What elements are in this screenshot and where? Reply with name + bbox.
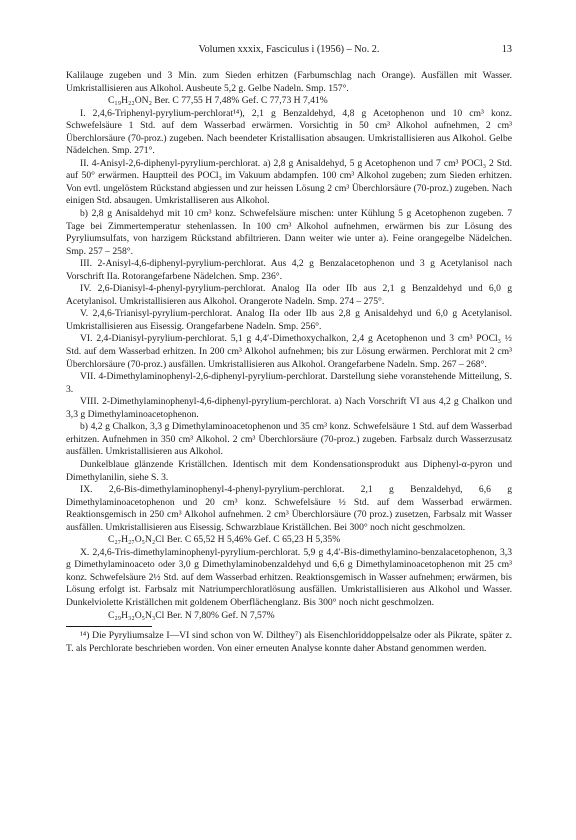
paragraph-compound-v: V. 2,4,6-Trianisyl-pyrylium-perchlorat. Analog IIa oder IIb aus 2,8 g Anisaldehyd und 6,0 g Acetylanisol. Umkristallisieren aus Eisessig. Orangefarbene Nadeln. Smp. 256°. [66,308,512,332]
paragraph-compound-ii-b: b) 2,8 g Anisaldehyd mit 10 cm³ konz. Schwefelsäure mischen: unter Kühlung 5 g Acetophenon zugeben. 7 Tage bei Zimmertemperatur stehenlassen. In 100 cm³ Alkohol aufnehmen, erwärmen bis zur Lösung des Pyryliumsulfats, von harzigem Rückstand abfiltrieren. Dann weiter wie unter a). Feine orangegelbe Nädelchen. Smp. 257 – 258°. [66,208,512,257]
footnote-divider [66,626,152,627]
analysis-formula-3: C₂₉H₃₂O₅N₃Cl Ber. N 7,80% Gef. N 7,57% [108,609,275,621]
journal-citation: Volumen xxxix, Fasciculus i (1956) – No. 2. [198,44,380,55]
footnote-14: ¹⁴) Die Pyryliumsalze I—VI sind schon von W. Dilthey⁷) als Eisenchloriddoppelsalze oder als Pikrate, später z. T. als Perchlorate beschrieben worden. Von einer erneuten Analyse konnte daher Abstand genommen werden. [66,630,512,654]
analysis-formula-2: C₂₇H₂₇O₅N₂Cl Ber. C 65,52 H 5,46% Gef. C 65,23 H 5,35% [108,534,341,546]
paragraph-compound-iii: III. 2-Anisyl-4,6-diphenyl-pyrylium-perchlorat. Aus 4,2 g Benzalacetophenon und 3 g Acetylanisol nach Vorschrift IIa. Rotorangefarbene Nädelchen. Smp. 236°. [66,258,512,282]
paragraph-compound-vi: VI. 2,4-Dianisyl-pyrylium-perchlorat. 5,1 g 4,4′-Dimethoxychalkon, 2,4 g Acetophenon und 3 cm³ POCl₃ ½ Std. auf dem Wasserbad erhitzen. In 200 cm³ Alkohol aufnehmen; bis zur Lösung erwärmen. Perchlorat mit 2 cm³ Überchlorsäure (70-proz.) ausfällen. Umkristallisieren aus Alkohol. Orangefarbene Nadeln. Smp. 267 – 268°. [66,333,512,370]
paragraph-compound-x: X. 2,4,6-Tris-dimethylaminophenyl-pyrylium-perchlorat. 5,9 g 4,4′-Bis-dimethylamino-benzalacetophenon, 3,3 g Dimethylaminoaceto oder 3,0 g Dimethylaminobenzaldehyd und 6,6 g Dimethylaminoacetophenon mit 25 cm³ konz. Schwefelsäure 2½ Std. auf dem Wasserbad erhitzen. Reaktionsgemisch in Wasser aufnehmen; erwärmen, bis Lösung erfolgt ist. Farbsalz mit Natriumperchloratlösung ausfällen. Umkristallisieren aus Alkohol und Wasser. Dunkelviolette Kriställchen mit goldenem Oberflächenglanz. Bis 300° noch nicht geschmolzen. [66,546,512,608]
running-header [66,44,512,58]
paragraph-compound-vii: VII. 4-Dimethylaminophenyl-2,6-diphenyl-pyrylium-perchlorat. Darstellung siehe voranstehende Mitteilung, S. 3. [66,371,512,395]
paragraph-compound-ix: IX. 2,6-Bis-dimethylaminophenyl-4-phenyl-pyrylium-perchlorat. 2,1 g Benzaldehyd, 6,6 g Dimethylaminoacetophenon und 20 cm³ konz. Schwefelsäure ½ Std. auf dem Wasserbad erwärmen. Reaktionsgemisch in 250 cm³ Alkohol aufnehmen. 2 cm³ Überchlorsäure (70 proz.) zusetzen, Farbsalz mit Wasser ausfällen. Umkristallisieren aus Eisessig. Schwarzblaue Kriställchen. Bei 300° noch nicht geschmolzen. [66,484,512,533]
paragraph-compound-viii-b: b) 4,2 g Chalkon, 3,3 g Dimethylaminoacetophenon und 35 cm³ konz. Schwefelsäure 1 Std. auf dem Wasserbad erhitzen. Aufnehmen in 350 cm³ Alkohol. 2 cm³ Überchlorsäure (70-proz.) zugeben. Farbsalz durch Wasserzusatz ausfällen. Umkristallisieren aus Alkohol. [66,421,512,458]
paragraph-compound-i: I. 2,4,6-Triphenyl-pyrylium-perchlorat¹⁴), 2,1 g Benzaldehyd, 4,8 g Acetophenon und 10 cm³ konz. Schwefelsäure 1 Std. auf dem Wasserbad erwärmen. Vorsichtig in 50 cm³ Alkohol aufnehmen, 2 cm³ Überchlorsäure (70-proz.) zugeben. Nach beendeter Kristallisation absaugen. Umkristallisieren aus Alkohol. Gelbe Nädelchen. Smp. 271°. [66,107,512,157]
page-number: 13 [501,44,512,55]
paragraph-continuation: Kalilauge zugeben und 3 Min. zum Sieden erhitzen (Farbumschlag nach Orange). Ausfällen mit Wasser. Umkristallisieren aus Alkohol. Ausbeute 5,2 g. Gelbe Nadeln. Smp. 157°. [66,70,512,94]
analysis-formula-1: C₁₉H₂₂ON₂ Ber. C 77,55 H 7,48% Gef. C 77,73 H 7,41% [108,95,328,107]
paragraph-crystal-description: Dunkelblaue glänzende Kriställchen. Identisch mit dem Kondensationsprodukt aus Diphenyl-α-pyron und Dimethylanilin, siehe S. 3. [66,458,512,483]
paragraph-compound-viii-a: VIII. 2-Dimethylaminophenyl-4,6-diphenyl-pyrylium-perchlorat. a) Nach Vorschrift VI aus 4,2 g Chalkon und 3,3 g Dimethylaminoacetophenon. [66,396,512,420]
paragraph-compound-iv: IV. 2,6-Dianisyl-4-phenyl-pyrylium-perchlorat. Analog IIa oder IIb aus 2,1 g Benzaldehyd und 6,0 g Acetylanisol. Umkristallisieren aus Alkohol. Orangerote Nadeln. Smp. 274 – 275°. [66,283,512,307]
page-content [66,44,512,655]
paragraph-compound-ii-a: II. 4-Anisyl-2,6-diphenyl-pyrylium-perchlorat. a) 2,8 g Anisaldehyd, 5 g Acetophenon und 7 cm³ POCl₃ 2 Std. auf 50° erwärmen. Hauptteil des POCl₃ im Vakuum abdampfen. 100 cm³ Alkohol zugeben; zum Sieden erhitzen. Von evtl. ungelöstem Rückstand abgiessen und zur heissen Lösung 2 cm³ Überchlorsäure (70-proz.) zugeben. Nach einigen Std. absaugen. Umkristalliseren aus Alkohol. [66,157,512,207]
